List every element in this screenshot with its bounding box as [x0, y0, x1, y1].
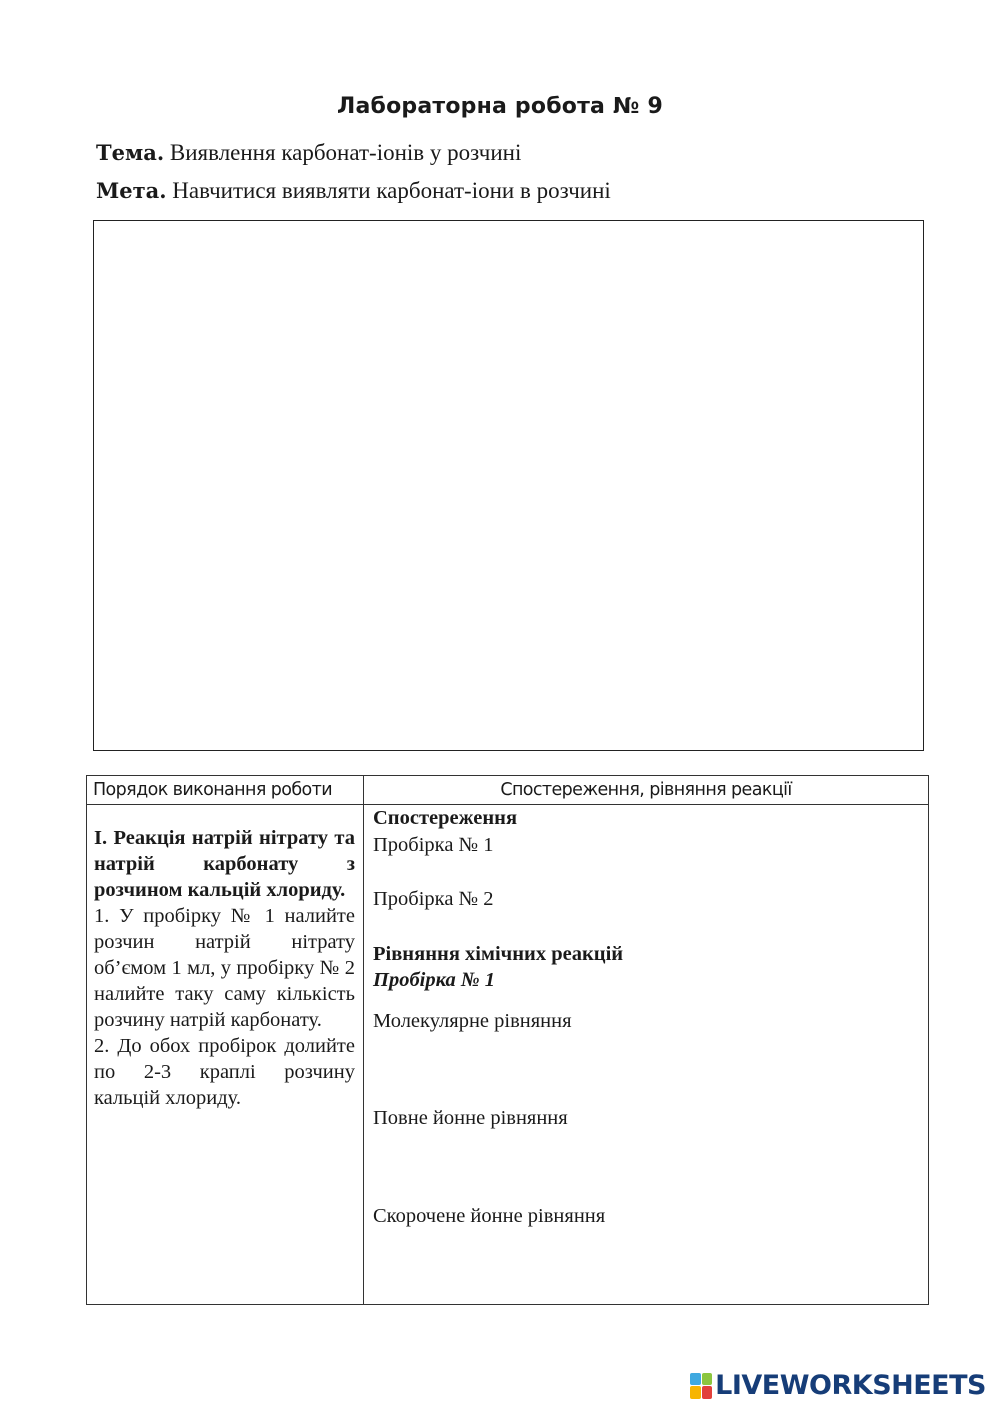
equations-heading: Рівняння хімічних реакцій: [373, 943, 624, 965]
short-ionic-equation-label: Скорочене йонне рівняння: [373, 1205, 606, 1227]
observations-cell[interactable]: [364, 805, 929, 1305]
page-title: Лабораторна робота № 9: [337, 94, 663, 119]
observations-heading: Спостереження: [373, 807, 518, 829]
step-2: 2. До обох пробірок долийте по 2-3 краплі розчину кальцій хлориду.: [94, 1035, 355, 1109]
header-procedure: Порядок виконання роботи: [87, 776, 364, 805]
work-table: [86, 775, 929, 1305]
molecular-equation-label: Молекулярне рівняння: [373, 1010, 572, 1032]
table-header-row: [87, 776, 929, 805]
logo-square: [702, 1373, 713, 1386]
brand-text: LIVEWORKSHEETS: [715, 1370, 986, 1401]
logo-square: [690, 1386, 701, 1399]
goal-text: Навчитися виявляти карбонат-іони в розчині: [166, 178, 611, 203]
full-ionic-equation-label: Повне йонне рівняння: [373, 1107, 568, 1129]
tube2-label: Пробірка № 2: [373, 888, 494, 910]
liveworksheets-logo: [690, 1370, 986, 1401]
topic-label: Тема.: [96, 140, 165, 165]
goal-line: [96, 178, 611, 204]
drawing-area[interactable]: [93, 220, 924, 751]
tube1-label: Пробірка № 1: [373, 834, 494, 856]
step-title: І. Реакція натрій нітрату та натрій карбонату з розчином кальцій хлориду.: [94, 827, 355, 901]
logo-icon: [690, 1373, 712, 1399]
goal-label: Мета.: [96, 178, 167, 203]
header-observations: Спостереження, рівняння реакції: [364, 776, 929, 805]
procedure-cell: [87, 805, 364, 1305]
step-1: 1. У пробірку № 1 налийте розчин натрій нітрату об’ємом 1 мл, у пробірку № 2 налийте таку саму кількість розчину натрій карбонату.: [94, 905, 355, 1031]
table-row: [87, 805, 929, 1305]
logo-square: [690, 1373, 701, 1386]
topic-text: Виявлення карбонат-іонів у розчині: [164, 140, 522, 165]
tube1-equations-label: Пробірка № 1: [373, 969, 496, 991]
logo-square: [702, 1386, 713, 1399]
topic-line: [96, 140, 521, 166]
